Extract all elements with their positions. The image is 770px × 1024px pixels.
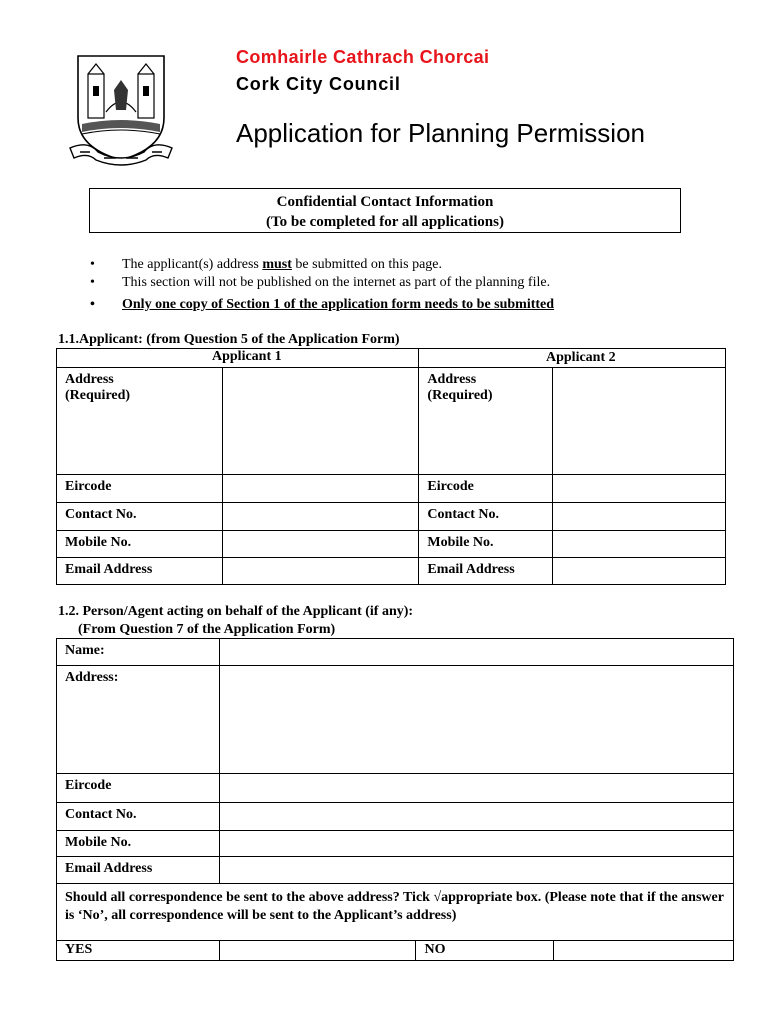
applicant2-eircode-label: Eircode xyxy=(419,475,553,503)
applicant2-email-label: Email Address xyxy=(419,558,553,585)
agent-email-field[interactable] xyxy=(219,857,733,884)
applicant2-address-field[interactable] xyxy=(553,368,726,475)
applicant1-header: Applicant 1 xyxy=(212,349,282,364)
instruction-item: • This section will not be published on the internet as part of the planning file. xyxy=(90,274,554,292)
agent-contact-field[interactable] xyxy=(219,803,733,831)
agent-address-label: Address: xyxy=(57,666,220,774)
agent-eircode-field[interactable] xyxy=(219,774,733,803)
confidential-info-box xyxy=(89,188,681,233)
applicant2-contact-label: Contact No. xyxy=(419,503,553,531)
applicant-table xyxy=(56,348,726,585)
agent-address-field[interactable] xyxy=(219,666,733,774)
applicant2-eircode-field[interactable] xyxy=(553,475,726,503)
section-agent-title: 1.2. Person/Agent acting on behalf of the Applicant (if any): xyxy=(58,604,414,619)
applicant1-email-field[interactable] xyxy=(222,558,419,585)
agent-mobile-label: Mobile No. xyxy=(57,831,220,857)
required-label: (Required) xyxy=(65,388,131,403)
applicant1-eircode-label: Eircode xyxy=(57,475,223,503)
applicant2-email-field[interactable] xyxy=(553,558,726,585)
applicant2-contact-field[interactable] xyxy=(553,503,726,531)
instructions-list xyxy=(90,256,554,314)
yes-tick-box[interactable] xyxy=(219,941,416,961)
applicant1-address-field[interactable] xyxy=(222,368,419,475)
agent-email-label: Email Address xyxy=(57,857,220,884)
confidential-heading: Confidential Contact Information xyxy=(276,194,494,210)
council-english-name: Cork City Council xyxy=(236,74,401,94)
instruction-text: be submitted on this page. xyxy=(291,257,442,272)
agent-name-label: Name: xyxy=(57,639,220,666)
applicant2-header: Applicant 2 xyxy=(546,350,616,365)
instruction-item xyxy=(90,256,554,274)
agent-table xyxy=(56,638,734,961)
agent-mobile-field[interactable] xyxy=(219,831,733,857)
address-label: Address xyxy=(65,372,114,387)
applicant1-address-label xyxy=(57,368,223,475)
applicant2-address-label xyxy=(419,368,553,475)
applicant1-email-label: Email Address xyxy=(57,558,223,585)
correspondence-question: Should all correspondence be sent to the above address? Tick √appropriate box. (Please note that if the answer is ‘No’, all correspondence will be sent to the Applicant’s address) xyxy=(57,884,734,941)
no-tick-box[interactable] xyxy=(554,941,734,961)
applicant2-header-cell xyxy=(419,349,726,368)
applicant2-mobile-field[interactable] xyxy=(553,531,726,558)
agent-name-field[interactable] xyxy=(219,639,733,666)
section-applicant-title: 1.1.Applicant: (from Question 5 of the Application Form) xyxy=(58,332,400,347)
instruction-text: The applicant(s) address xyxy=(122,257,263,272)
applicant1-eircode-field[interactable] xyxy=(222,475,419,503)
confidential-subheading: (To be completed for all applications) xyxy=(266,214,504,230)
applicant2-mobile-label: Mobile No. xyxy=(419,531,553,558)
yes-label: YES xyxy=(57,941,220,961)
section-agent-subtitle: (From Question 7 of the Application Form) xyxy=(78,622,336,637)
agent-eircode-label: Eircode xyxy=(57,774,220,803)
instruction-item: • Only one copy of Section 1 of the application form needs to be submitted xyxy=(90,296,554,314)
applicant1-mobile-label: Mobile No. xyxy=(57,531,223,558)
applicant1-contact-field[interactable] xyxy=(222,503,419,531)
page-title: Application for Planning Permission xyxy=(236,118,645,148)
address-label: Address xyxy=(427,372,477,387)
agent-contact-label: Contact No. xyxy=(57,803,220,831)
cork-city-crest-logo xyxy=(68,52,174,166)
required-label: (Required) xyxy=(427,388,493,403)
instruction-emphasis: must xyxy=(262,257,292,272)
council-irish-name: Comhairle Cathrach Chorcai xyxy=(236,47,490,67)
applicant1-header-cell xyxy=(57,349,419,368)
no-label: NO xyxy=(416,941,554,961)
applicant1-mobile-field[interactable] xyxy=(222,531,419,558)
applicant1-contact-label: Contact No. xyxy=(57,503,223,531)
